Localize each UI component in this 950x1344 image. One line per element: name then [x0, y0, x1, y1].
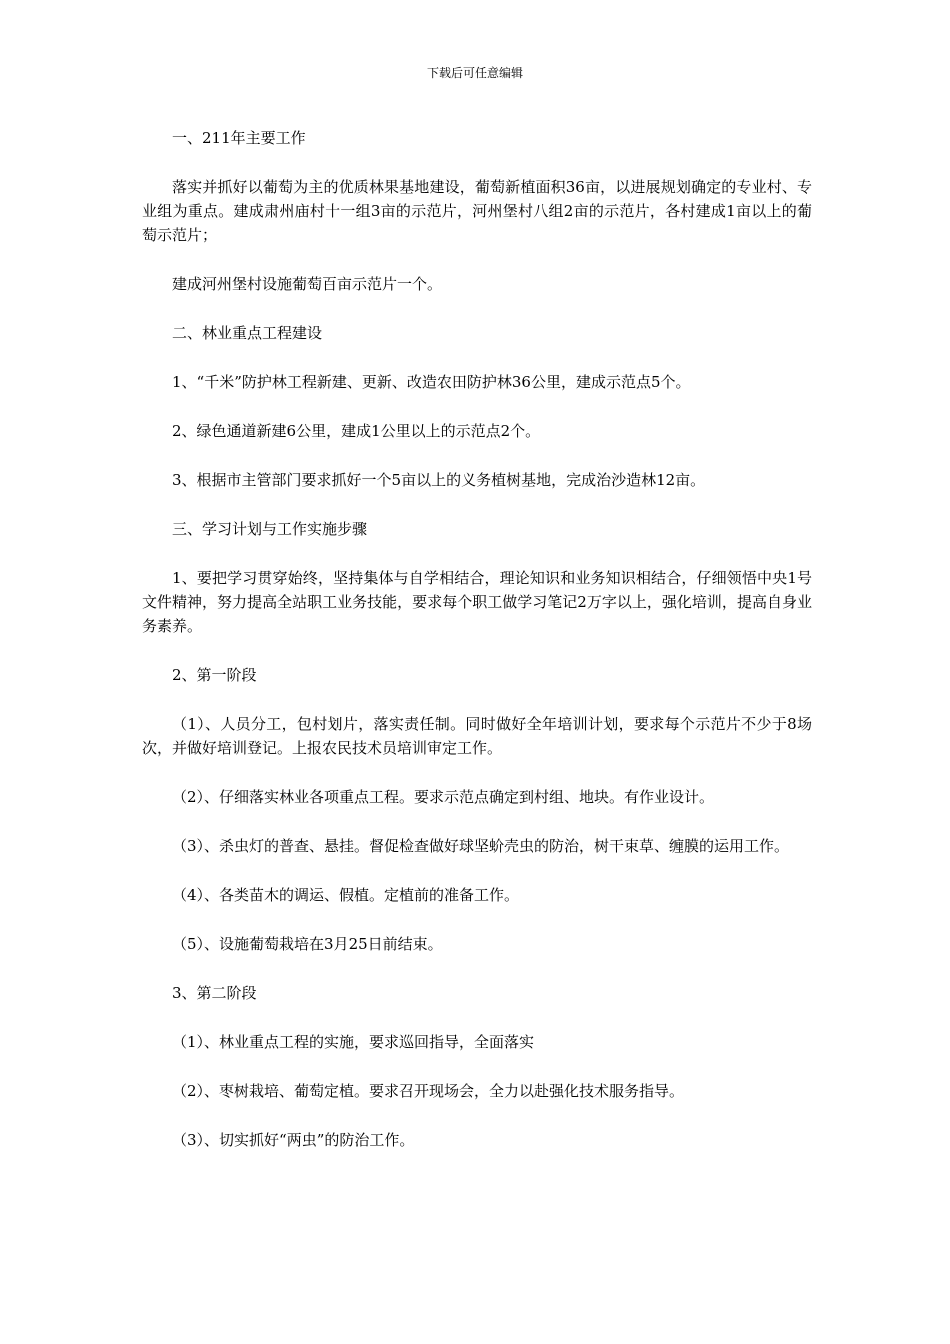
list-item: （1）、人员分工，包村划片，落实责任制。同时做好全年培训计划，要求每个示范片不少于8场次，并做好培训登记。上报农民技术员培训审定工作。 — [142, 715, 812, 757]
list-item: （5）、设施葡萄栽培在3月25日前结束。 — [172, 935, 443, 953]
list-item: 3、根据市主管部门要求抓好一个5亩以上的义务植树基地，完成治沙造林12亩。 — [172, 471, 706, 489]
page-header: 下载后可任意编辑 — [426, 66, 523, 80]
list-item: （3）、切实抓好“两虫”的防治工作。 — [172, 1131, 415, 1149]
subsection-heading: 3、第二阶段 — [172, 984, 257, 1002]
list-item: 1、要把学习贯穿始终，坚持集体与自学相结合，理论知识和业务知识相结合，仔细领悟中央1号文件精神，努力提高全站职工业务技能，要求每个职工做学习笔记2万字以上，强化培训，提高自身业务素养。 — [142, 569, 812, 635]
paragraph: 建成河州堡村设施葡萄百亩示范片一个。 — [172, 275, 443, 293]
subsection-heading: 2、第一阶段 — [172, 666, 257, 684]
section-heading-3: 三、学习计划与工作实施步骤 — [172, 520, 368, 538]
list-item: （4）、各类苗木的调运、假植。定植前的准备工作。 — [172, 886, 520, 904]
list-item: （1）、林业重点工程的实施，要求巡回指导，全面落实 — [172, 1033, 535, 1051]
list-item: 1、“千米”防护林工程新建、更新、改造农田防护林36公里，建成示范点5个。 — [172, 373, 691, 391]
list-item: （2）、仔细落实林业各项重点工程。要求示范点确定到村组、地块。有作业设计。 — [172, 788, 715, 806]
list-item: 2、绿色通道新建6公里，建成1公里以上的示范点2个。 — [172, 422, 541, 440]
list-item: （2）、枣树栽培、葡萄定植。要求召开现场会，全力以赴强化技术服务指导。 — [172, 1082, 685, 1100]
section-heading-1: 一、211年主要工作 — [172, 129, 306, 147]
paragraph: 落实并抓好以葡萄为主的优质林果基地建设，葡萄新植面积36亩，以进展规划确定的专业村、专业组为重点。建成肃州庙村十一组3亩的示范片，河州堡村八组2亩的示范片，各村建成1亩以上的葡萄示范片； — [142, 178, 812, 244]
section-heading-2: 二、林业重点工程建设 — [172, 324, 323, 342]
list-item: （3）、杀虫灯的普查、悬挂。督促检查做好球坚蚧壳虫的防治，树干束草、缠膜的运用工作。 — [172, 837, 790, 855]
document-body — [142, 126, 812, 1177]
